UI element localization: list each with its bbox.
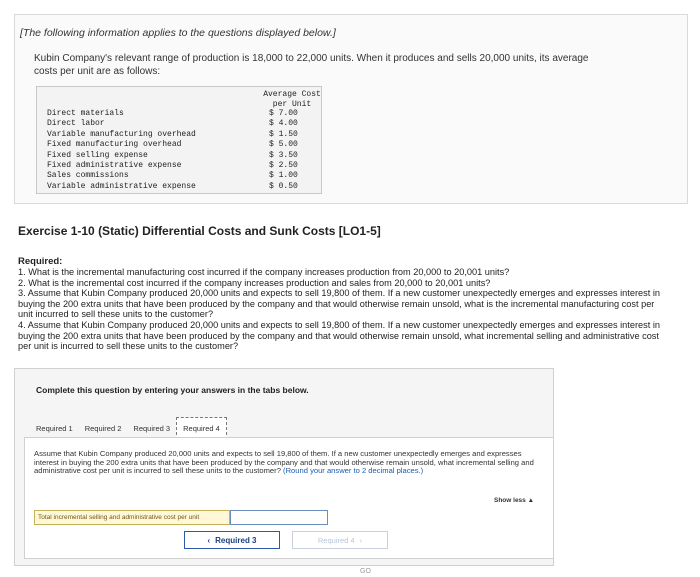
cost-label: Variable manufacturing overhead — [47, 129, 196, 139]
chevron-right-icon: › — [359, 535, 363, 545]
cost-label: Sales commissions — [47, 171, 129, 181]
tab-required-1[interactable]: Required 1 — [36, 424, 73, 433]
exercise-title: Exercise 1-10 (Static) Differential Costs and Sunk Costs [LO1-5] — [18, 224, 381, 238]
cost-row — [47, 109, 317, 119]
next-required-label: Required 4 — [317, 535, 355, 545]
info-note: [The following information applies to the questions displayed below.] — [20, 27, 336, 39]
cost-label: Fixed selling expense — [47, 150, 148, 160]
prev-required-button[interactable] — [184, 531, 280, 549]
cost-value: $ 0.50 — [269, 181, 298, 191]
cost-row — [47, 140, 317, 150]
show-less-link[interactable]: Show less ▲ — [494, 497, 535, 504]
cost-row — [47, 182, 317, 192]
required-item-1: 1. What is the incremental manufacturing cost incurred if the company increases production from 20,000 to 20,001 units? — [18, 267, 510, 277]
cost-value: $ 5.00 — [269, 140, 298, 150]
cost-row — [47, 119, 317, 129]
cost-rows — [47, 109, 317, 192]
cost-value: $ 7.00 — [269, 109, 298, 118]
required-item-2: 2. What is the incremental cost incurred if the company increases production and sales from 20,000 to 20,001 units? — [18, 277, 491, 288]
chevron-left-icon: ‹ — [207, 535, 211, 545]
cost-label: Fixed manufacturing overhead — [47, 140, 182, 150]
cost-row — [47, 171, 317, 181]
prev-required-label: Required 3 — [215, 535, 257, 545]
required-item-3: 3. Assume that Kubin Company produced 20,000 units and expects to sell 19,800 of them. If a new customer unexpectedly emerges and expresses interest in buying the 200 extra units that have been produced by the company and that would otherwise remain unsold, what is the incremental manufacturing cost per unit incurred to sell these units to the customer? — [18, 288, 660, 320]
answer-input[interactable] — [230, 510, 328, 525]
cost-label: Fixed administrative expense — [47, 160, 182, 170]
cost-header-line2: per Unit — [272, 100, 312, 109]
cost-label: Direct labor — [47, 119, 105, 129]
tab-required-3[interactable]: Required 3 — [133, 424, 171, 433]
cost-label: Variable administrative expense — [47, 181, 196, 191]
cost-label: Direct materials — [47, 109, 124, 118]
question-text — [34, 450, 534, 476]
tab-required-2[interactable]: Required 2 — [84, 424, 122, 433]
cost-value: $ 3.50 — [269, 150, 298, 160]
info-text: Kubin Company's relevant range of production is 18,000 to 22,000 units. When it produces and sells 20,000 units, its average costs per unit are as follows: — [34, 53, 589, 77]
cost-table — [36, 86, 322, 194]
cost-row — [47, 130, 317, 140]
tab-required-4[interactable]: Required 4 — [176, 417, 227, 440]
cost-row — [47, 161, 317, 171]
page-glyph: GO — [360, 568, 371, 575]
answer-row — [34, 510, 328, 525]
required-heading: Required: — [18, 256, 63, 267]
cost-value: $ 1.50 — [269, 129, 298, 139]
cost-value: $ 1.00 — [269, 171, 298, 181]
rounding-hint: (Round your answer to 2 decimal places.) — [283, 466, 424, 476]
answer-label: Total incremental selling and administrative cost per unit — [34, 510, 230, 525]
cost-row — [47, 151, 317, 161]
cost-header-line1: Average Cost — [263, 90, 321, 99]
required-item-4: 4. Assume that Kubin Company produced 20,000 units and expects to sell 19,800 of them. If a new customer unexpectedly emerges and expresses interest in buying the 200 extra units that have been produced by the company and that would otherwise remain unsold, what incremental selling and administrative cost per unit is incurred to sell these units to the customer? — [18, 319, 660, 352]
cost-table-header — [263, 90, 321, 110]
cost-value: $ 4.00 — [269, 119, 298, 129]
next-required-button[interactable] — [292, 531, 388, 549]
complete-note: Complete this question by entering your answers in the tabs below. — [36, 385, 309, 395]
required-list — [18, 267, 668, 352]
question-body: Assume that Kubin Company produced 20,000 units and expects to sell 19,800 of them. If a new customer unexpectedly emerges and expresses interest in buying the 200 extra units that have been produced by the company and that would otherwise remain unsold, what incremental selling and administrative cost per unit is incurred to sell these units to the customer? — [34, 449, 534, 476]
cost-value: $ 2.50 — [269, 160, 298, 170]
